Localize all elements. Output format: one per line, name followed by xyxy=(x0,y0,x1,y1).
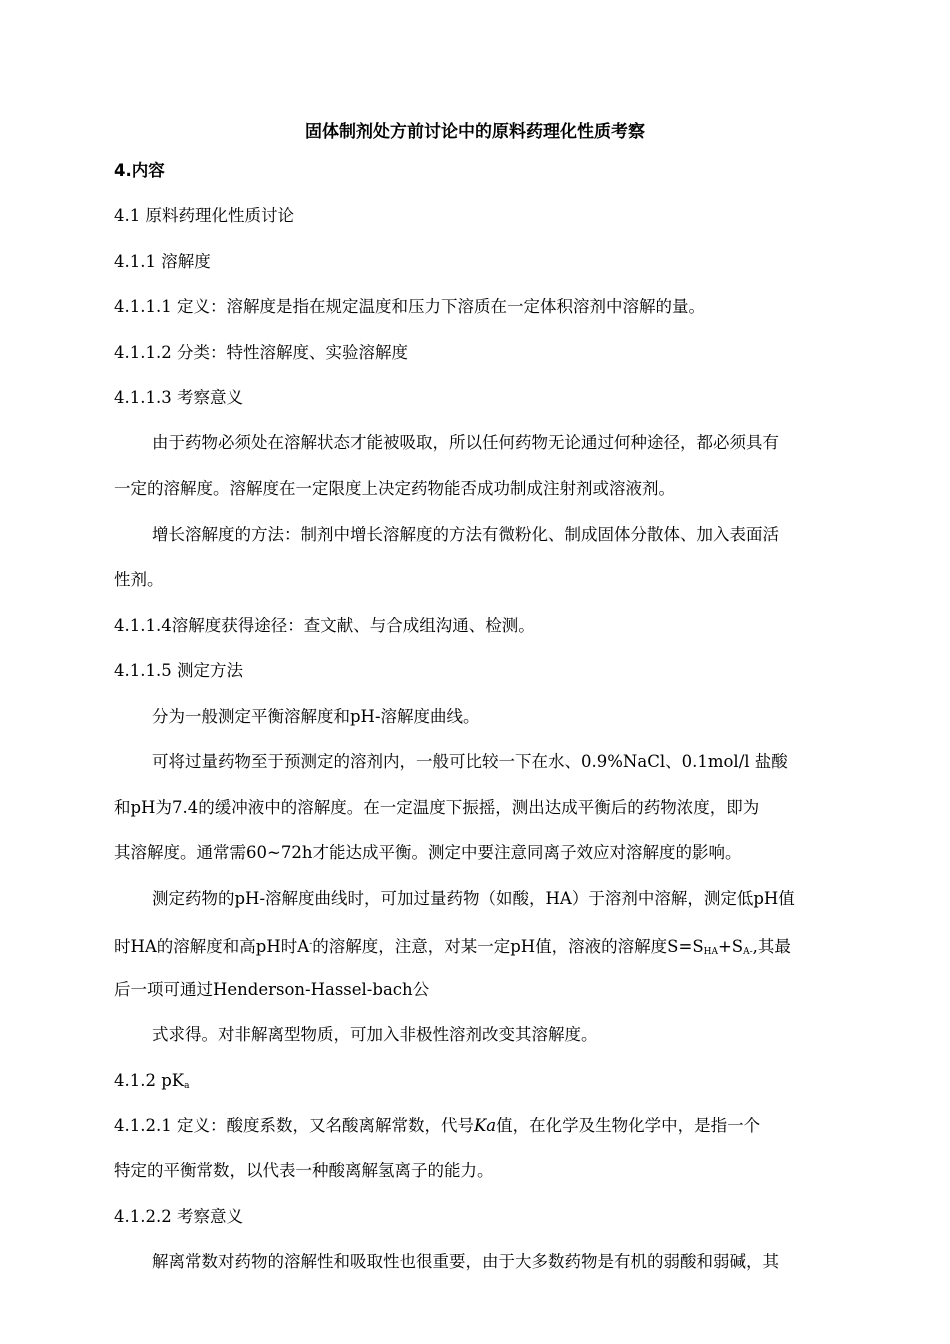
text-run: 4.1.2.1 定义：酸度系数，又名酸离解常数，代号 xyxy=(114,1116,474,1135)
subsection-heading: 4.1.1.5 测定方法 xyxy=(114,661,243,680)
paragraph-line: 分为一般测定平衡溶解度和pH-溶解度曲线。 xyxy=(152,707,480,726)
paragraph-line: 一定的溶解度。溶解度在一定限度上决定药物能否成功制成注射剂或溶液剂。 xyxy=(114,479,675,498)
paragraph-line: 后一项可通过Henderson-Hassel-bach公 xyxy=(114,980,430,999)
italic-run: Ka xyxy=(473,1116,497,1135)
text-run: ,其最 xyxy=(752,937,791,956)
subsection-heading: 4.1 原料药理化性质讨论 xyxy=(114,206,294,225)
paragraph-line: 4.1.1.1 定义：溶解度是指在规定温度和压力下溶质在一定体积溶剂中溶解的量。 xyxy=(114,297,705,316)
subsection-heading: 4.1.1 溶解度 xyxy=(114,252,211,271)
text-run: 时HA的溶解度和高pH时A xyxy=(114,937,310,956)
subscript: A- xyxy=(743,947,753,957)
paragraph-line: 解离常数对药物的溶解性和吸取性也很重要，由于大多数药物是有机的弱酸和弱碱，其 xyxy=(152,1252,779,1271)
subscript: a xyxy=(184,1081,190,1091)
document-title: 固体制剂处方前讨论中的原料药理化性质考察 xyxy=(305,122,645,142)
subscript: HA xyxy=(703,947,718,957)
paragraph-line: 4.1.1.4溶解度获得途径：查文献、与合成组沟通、检测。 xyxy=(114,616,535,635)
paragraph-line: 式求得。对非解离型物质，可加入非极性溶剂改变其溶解度。 xyxy=(152,1025,598,1044)
paragraph-line: 和pH为7.4的缓冲液中的溶解度。在一定温度下振摇，测出达成平衡后的药物浓度，即为 xyxy=(114,798,760,817)
paragraph-line xyxy=(114,933,791,963)
paragraph-line: 4.1.1.2 分类：特性溶解度、实验溶解度 xyxy=(114,343,408,362)
paragraph-line: 其溶解度。通常需60~72h才能达成平衡。测定中要注意同离子效应对溶解度的影响。 xyxy=(114,843,742,862)
section-heading: 4.内容 xyxy=(114,161,165,180)
subsection-heading xyxy=(114,1070,190,1097)
paragraph-line: 性剂。 xyxy=(114,570,164,589)
paragraph-line: 特定的平衡常数，以代表一种酸离解氢离子的能力。 xyxy=(114,1161,494,1180)
subsection-heading: 4.1.2.2 考察意义 xyxy=(114,1207,243,1226)
text-run: 4.1.2 pK xyxy=(114,1071,185,1090)
paragraph-line xyxy=(114,1115,760,1137)
paragraph-line: 由于药物必须处在溶解状态才能被吸取，所以任何药物无论通过何种途径，都必须具有 xyxy=(152,433,779,452)
paragraph-line: 测定药物的pH-溶解度曲线时，可加过量药物（如酸，HA）于溶剂中溶解，测定低pH值 xyxy=(152,889,795,908)
paragraph-line: 增长溶解度的方法：制剂中增长溶解度的方法有微粉化、制成固体分散体、加入表面活 xyxy=(152,525,779,544)
subsection-heading: 4.1.1.3 考察意义 xyxy=(114,388,243,407)
paragraph-line: 可将过量药物至于预测定的溶剂内，一般可比较一下在水、0.9%NaCl、0.1mol/l 盐酸 xyxy=(152,752,788,771)
superscript: - xyxy=(309,939,313,949)
text-run: 的溶解度，注意，对某一定pH值，溶液的溶解度S=S xyxy=(312,937,704,956)
text-run: 值，在化学及生物化学中，是指一个 xyxy=(496,1116,761,1135)
text-run: +S xyxy=(717,937,744,956)
